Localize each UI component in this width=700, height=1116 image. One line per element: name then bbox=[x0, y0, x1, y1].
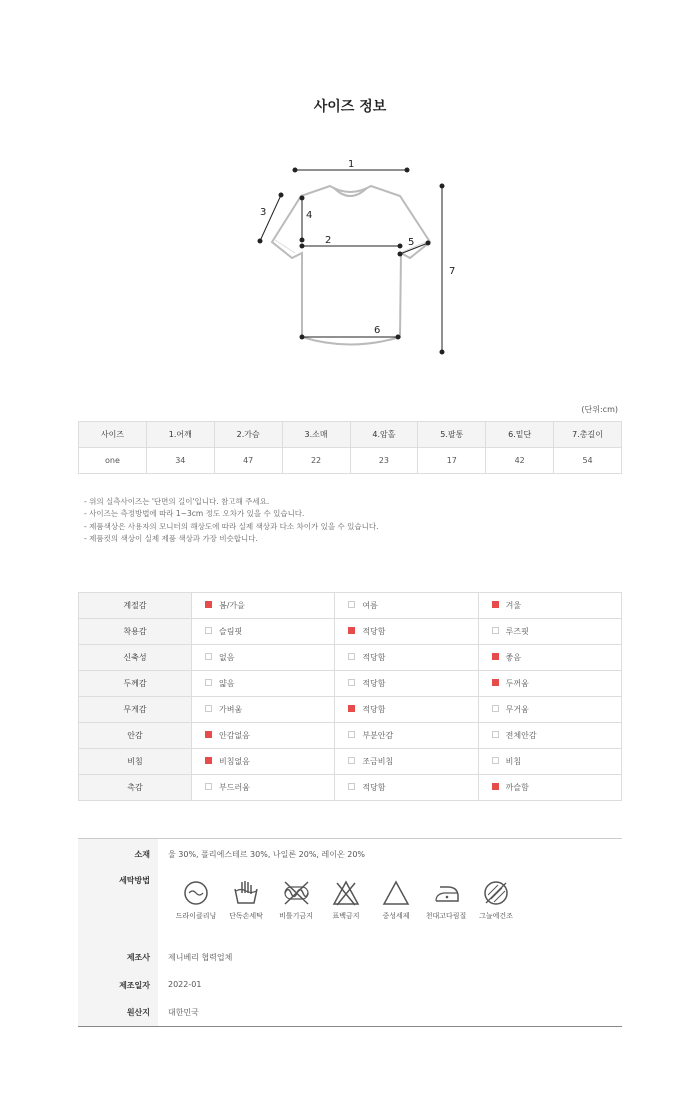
attribute-label: 안감 bbox=[79, 723, 192, 749]
attribute-option bbox=[192, 671, 335, 697]
maker-value: 제니베리 협력업체 bbox=[168, 953, 233, 962]
attribute-option bbox=[478, 671, 621, 697]
checked-box-icon bbox=[492, 783, 499, 790]
attribute-option bbox=[192, 593, 335, 619]
unchecked-box-icon bbox=[492, 627, 499, 634]
table-row bbox=[79, 448, 622, 474]
table-row bbox=[79, 593, 622, 619]
attribute-option bbox=[192, 749, 335, 775]
unit-label: (단위:cm) bbox=[581, 405, 618, 414]
attribute-option-label: 무거움 bbox=[505, 705, 529, 714]
wash-item: 비틀기금지 bbox=[268, 879, 324, 921]
product-info bbox=[78, 838, 622, 1027]
dim-label-2: 2 bbox=[325, 235, 332, 246]
attribute-option-label: 겨울 bbox=[505, 601, 522, 610]
origin-label: 원산지 bbox=[126, 1008, 150, 1017]
attribute-option-label: 적당함 bbox=[362, 653, 386, 662]
attribute-option bbox=[478, 749, 621, 775]
attribute-option-label: 적당함 bbox=[362, 627, 386, 636]
attribute-option-label: 루즈핏 bbox=[505, 627, 529, 636]
unchecked-box-icon bbox=[205, 705, 212, 712]
checked-box-icon bbox=[205, 757, 212, 764]
unchecked-box-icon bbox=[205, 653, 212, 660]
table-row bbox=[79, 749, 622, 775]
attribute-option bbox=[335, 723, 478, 749]
checked-box-icon bbox=[492, 679, 499, 686]
note-line: - 사이즈는 측정방법에 따라 1~3cm 정도 오차가 있을 수 있습니다. bbox=[84, 509, 305, 519]
size-header-cell: 2.가슴 bbox=[214, 422, 282, 448]
checked-box-icon bbox=[492, 653, 499, 660]
unchecked-box-icon bbox=[492, 731, 499, 738]
neutral-detergent-icon bbox=[382, 879, 410, 907]
attribute-option bbox=[335, 593, 478, 619]
wash-item: 단독손세탁 bbox=[218, 879, 274, 921]
attribute-option-label: 안감없음 bbox=[219, 731, 250, 740]
attribute-option bbox=[335, 697, 478, 723]
wash-item: 그늘에건조 bbox=[468, 879, 524, 921]
unchecked-box-icon bbox=[205, 627, 212, 634]
attribute-option-label: 좋음 bbox=[505, 653, 522, 662]
material-label: 소재 bbox=[134, 850, 150, 859]
attribute-option bbox=[335, 775, 478, 801]
attribute-option-label: 두꺼움 bbox=[505, 679, 529, 688]
dim-label-7: 7 bbox=[449, 266, 456, 277]
attribute-option bbox=[192, 775, 335, 801]
attribute-option bbox=[478, 775, 621, 801]
unchecked-box-icon bbox=[348, 757, 355, 764]
maker-label: 제조사 bbox=[126, 953, 150, 962]
size-notes bbox=[84, 496, 379, 545]
attribute-option-label: 비침없음 bbox=[219, 757, 250, 766]
attribute-option-label: 가벼움 bbox=[219, 705, 243, 714]
unchecked-box-icon bbox=[205, 679, 212, 686]
attribute-label: 비침 bbox=[79, 749, 192, 775]
attribute-option-label: 없음 bbox=[219, 653, 235, 662]
note-line: - 위의 실측사이즈는 '단면의 길이'입니다. 참고해 주세요. bbox=[84, 497, 270, 506]
checked-box-icon bbox=[348, 705, 355, 712]
unchecked-box-icon bbox=[492, 757, 499, 764]
attribute-option-label: 적당함 bbox=[362, 783, 386, 792]
attribute-option bbox=[192, 723, 335, 749]
no-bleach-icon bbox=[332, 879, 360, 907]
attribute-option bbox=[478, 619, 621, 645]
unchecked-box-icon bbox=[205, 783, 212, 790]
checked-box-icon bbox=[492, 601, 499, 608]
table-row bbox=[79, 697, 622, 723]
unchecked-box-icon bbox=[492, 705, 499, 712]
size-header-cell: 6.밑단 bbox=[486, 422, 554, 448]
attribute-label: 신축성 bbox=[79, 645, 192, 671]
attribute-option bbox=[192, 619, 335, 645]
table-row bbox=[79, 619, 622, 645]
attribute-table bbox=[78, 592, 622, 801]
low-iron-icon bbox=[432, 879, 460, 907]
attribute-option-label: 여름 bbox=[362, 601, 378, 610]
attribute-option-label: 부드러움 bbox=[219, 783, 250, 792]
checked-box-icon bbox=[205, 731, 212, 738]
attribute-option bbox=[335, 645, 478, 671]
attribute-option bbox=[335, 619, 478, 645]
date-value: 2022-01 bbox=[168, 980, 202, 989]
size-header-cell: 3.소매 bbox=[282, 422, 350, 448]
size-header-cell: 1.어깨 bbox=[146, 422, 214, 448]
attribute-option bbox=[478, 723, 621, 749]
attribute-option-label: 까슬함 bbox=[505, 783, 529, 792]
dim-label-1: 1 bbox=[348, 159, 355, 170]
attribute-option-label: 부분안감 bbox=[362, 731, 394, 740]
attribute-option bbox=[192, 697, 335, 723]
hand-wash-icon bbox=[232, 879, 260, 907]
note-line: - 제품컷의 색상이 실제 제품 색상과 가장 비슷합니다. bbox=[84, 533, 258, 543]
table-row bbox=[79, 645, 622, 671]
attribute-option bbox=[335, 749, 478, 775]
shirt-outline bbox=[272, 186, 430, 345]
wash-label: 세탁방법 bbox=[119, 876, 150, 885]
attribute-option-label: 슬림핏 bbox=[219, 627, 243, 636]
attribute-option-label: 전체안감 bbox=[505, 731, 537, 740]
wash-item: 표백금지 bbox=[318, 879, 374, 921]
dim-label-6: 6 bbox=[374, 325, 381, 336]
dim-label-3: 3 bbox=[260, 207, 267, 218]
dim-label-5: 5 bbox=[408, 237, 415, 248]
no-wring-icon bbox=[282, 879, 310, 907]
attribute-label: 촉감 bbox=[79, 775, 192, 801]
size-cell: 54 bbox=[554, 448, 622, 474]
checked-box-icon bbox=[205, 601, 212, 608]
attribute-option-label: 얇음 bbox=[219, 679, 235, 688]
size-table bbox=[78, 421, 622, 474]
attribute-option-label: 봄/가을 bbox=[219, 601, 245, 610]
attribute-option-label: 비침 bbox=[505, 757, 522, 766]
size-cell: 47 bbox=[214, 448, 282, 474]
attribute-label: 두께감 bbox=[79, 671, 192, 697]
attribute-label: 무게감 bbox=[79, 697, 192, 723]
attribute-label: 계절감 bbox=[79, 593, 192, 619]
unchecked-box-icon bbox=[348, 679, 355, 686]
attribute-label: 착용감 bbox=[79, 619, 192, 645]
dry-clean-icon bbox=[182, 879, 210, 907]
size-header-cell: 5.팔통 bbox=[418, 422, 486, 448]
wash-item: 천대고다림질 bbox=[418, 879, 474, 921]
size-header-cell: 7.총길이 bbox=[554, 422, 622, 448]
unchecked-box-icon bbox=[348, 783, 355, 790]
page-title: 사이즈 정보 bbox=[313, 99, 387, 115]
shade-dry-icon bbox=[482, 879, 510, 907]
attribute-option bbox=[478, 645, 621, 671]
table-row bbox=[79, 775, 622, 801]
table-row bbox=[79, 723, 622, 749]
size-cell: one bbox=[79, 448, 147, 474]
size-cell: 22 bbox=[282, 448, 350, 474]
size-cell: 23 bbox=[350, 448, 418, 474]
size-cell: 42 bbox=[486, 448, 554, 474]
attribute-option bbox=[478, 593, 621, 619]
material-value: 울 30%, 폴리에스테르 30%, 나일론 20%, 레이온 20% bbox=[168, 850, 366, 859]
origin-value: 대한민국 bbox=[168, 1008, 199, 1017]
attribute-option-label: 적당함 bbox=[362, 679, 386, 688]
attribute-option bbox=[478, 697, 621, 723]
unchecked-box-icon bbox=[348, 601, 355, 608]
checked-box-icon bbox=[348, 627, 355, 634]
unchecked-box-icon bbox=[348, 731, 355, 738]
table-row bbox=[79, 671, 622, 697]
size-header-cell: 사이즈 bbox=[79, 422, 147, 448]
size-header-cell: 4.암홀 bbox=[350, 422, 418, 448]
size-diagram bbox=[250, 150, 460, 365]
date-label: 제조일자 bbox=[119, 981, 150, 990]
attribute-option bbox=[335, 671, 478, 697]
attribute-option-label: 조금비침 bbox=[362, 757, 394, 766]
size-cell: 34 bbox=[146, 448, 214, 474]
note-line: - 제품색상은 사용자의 모니터의 해상도에 따라 실제 색상과 다소 차이가 있을 수 있습니다. bbox=[84, 521, 379, 531]
size-table-header bbox=[79, 422, 622, 448]
unchecked-box-icon bbox=[348, 653, 355, 660]
wash-item: 드라이클리닝 bbox=[168, 879, 224, 921]
attribute-option bbox=[192, 645, 335, 671]
dim-label-4: 4 bbox=[306, 210, 313, 221]
size-cell: 17 bbox=[418, 448, 486, 474]
wash-item: 중성세제 bbox=[368, 879, 424, 921]
attribute-option-label: 적당함 bbox=[362, 705, 386, 714]
